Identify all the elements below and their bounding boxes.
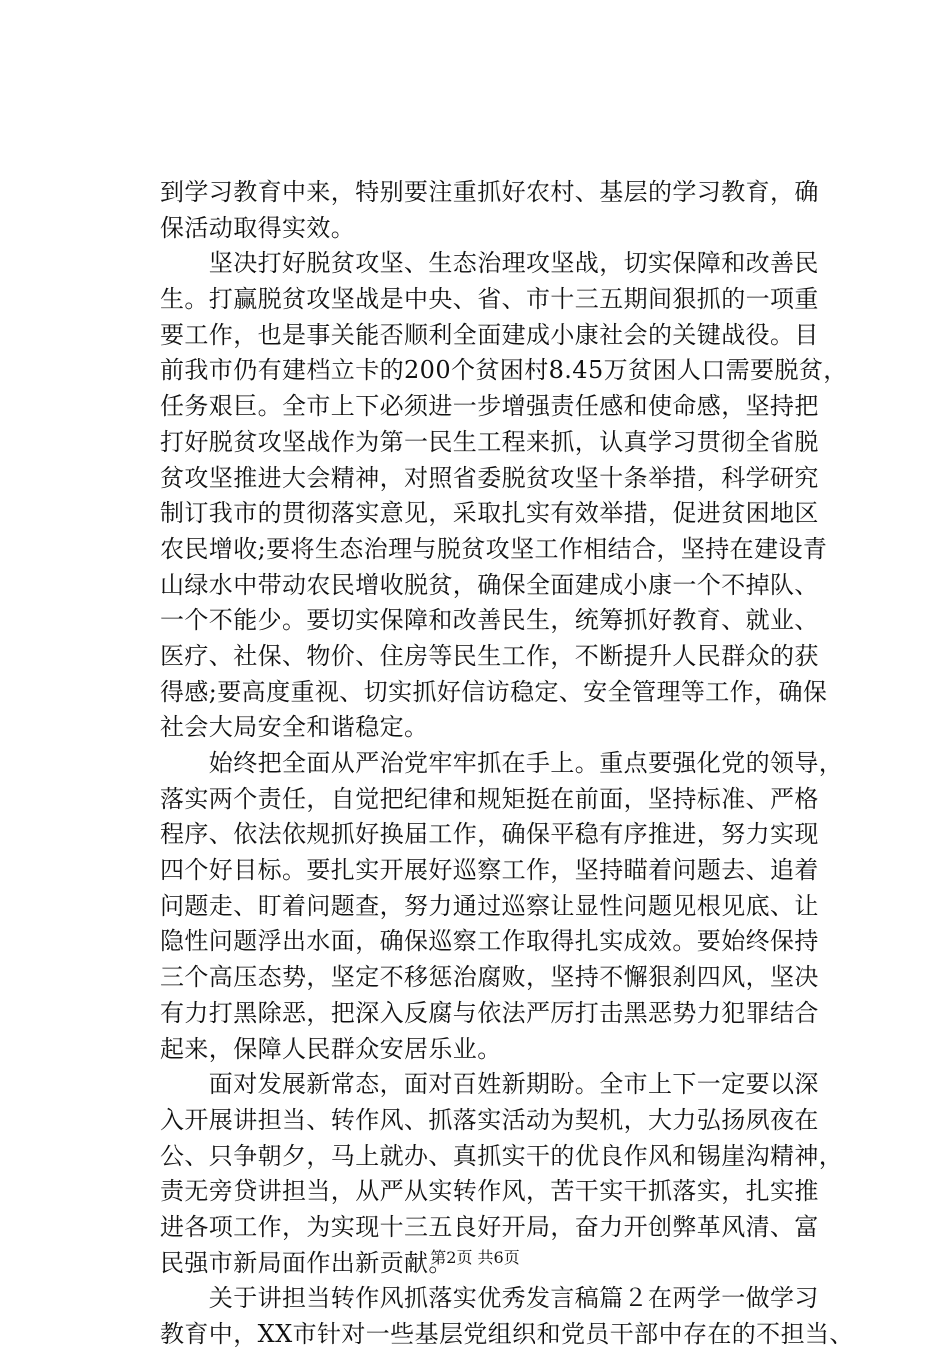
text-line: 三个高压态势，坚定不移惩治腐败，坚持不懈狠刹四风，坚决 [160, 963, 819, 992]
text-line: 公、只争朝夕，马上就办、真抓实干的优良作风和锡崖沟精神， [160, 1141, 844, 1170]
text-line: 前我市仍有建档立卡的200个贫困村8.45万贫困人口需要脱贫， [160, 356, 848, 385]
text-line: 四个好目标。要扎实开展好巡察工作，坚持瞄着问题去、追着 [160, 856, 819, 885]
text-line: 起来，保障人民群众安居乐业。 [160, 1034, 502, 1063]
text-line: 面对发展新常态，面对百姓新期盼。全市上下一定要以深 [160, 1070, 819, 1099]
text-line: 一个不能少。要切实保障和改善民生，统筹抓好教育、就业、 [160, 606, 819, 635]
text-line: 责无旁贷讲担当，从严从实转作风，苦干实干抓落实，扎实推 [160, 1177, 819, 1206]
text-line: 要工作，也是事关能否顺利全面建成小康社会的关键战役。目 [160, 320, 819, 349]
text-line: 程序、依法依规抓好换届工作，确保平稳有序推进，努力实现 [160, 820, 819, 849]
document-body [160, 175, 860, 1353]
text-line: 关于讲担当转作风抓落实优秀发言稿篇２在两学一做学习 [160, 1284, 819, 1313]
text-line: 教育中，XX市针对一些基层党组织和党员干部中存在的不担当、 [160, 1320, 854, 1348]
text-line: 社会大局安全和谐稳定。 [160, 713, 429, 742]
text-line: 落实两个责任，自觉把纪律和规矩挺在前面，坚持标准、严格 [160, 784, 819, 813]
text-line: 农民增收;要将生态治理与脱贫攻坚工作相结合，坚持在建设青 [160, 534, 828, 563]
text-line: 山绿水中带动农民增收脱贫，确保全面建成小康一个不掉队、 [160, 570, 819, 599]
text-line: 坚决打好脱贫攻坚、生态治理攻坚战，切实保障和改善民 [160, 249, 819, 278]
text-line: 隐性问题浮出水面，确保巡察工作取得扎实成效。要始终保持 [160, 927, 819, 956]
text-line: 民强市新局面作出新贡献。 [160, 1248, 453, 1277]
text-line: 始终把全面从严治党牢牢抓在手上。重点要强化党的领导， [160, 749, 844, 777]
text-line: 到学习教育中来，特别要注重抓好农村、基层的学习教育，确 [160, 178, 819, 206]
text-line: 入开展讲担当、转作风、抓落实活动为契机，大力弘扬夙夜在 [160, 1105, 819, 1134]
page-number-footer: 第2页 共6页 [430, 1248, 520, 1267]
text-line: 进各项工作，为实现十三五良好开局，奋力开创弊革风清、富 [160, 1212, 819, 1241]
text-line: 保活动取得实效。 [160, 213, 356, 242]
text-line: 贫攻坚推进大会精神，对照省委脱贫攻坚十条举措，科学研究 [160, 463, 819, 492]
text-line: 打好脱贫攻坚战作为第一民生工程来抓，认真学习贯彻全省脱 [160, 427, 819, 456]
text-line: 医疗、社保、物价、住房等民生工作，不断提升人民群众的获 [160, 641, 819, 670]
text-line: 得感;要高度重视、切实抓好信访稳定、安全管理等工作，确保 [160, 677, 828, 706]
text-line: 生。打赢脱贫攻坚战是中央、省、市十三五期间狠抓的一项重 [160, 285, 819, 314]
text-line: 问题走、盯着问题查，努力通过巡察让显性问题见根见底、让 [160, 891, 819, 920]
text-line: 有力打黑除恶，把深入反腐与依法严厉打击黑恶势力犯罪结合 [160, 998, 819, 1027]
text-line: 任务艰巨。全市上下必须进一步增强责任感和使命感，坚持把 [160, 392, 819, 421]
text-line: 制订我市的贯彻落实意见，采取扎实有效举措，促进贫困地区 [160, 499, 819, 528]
